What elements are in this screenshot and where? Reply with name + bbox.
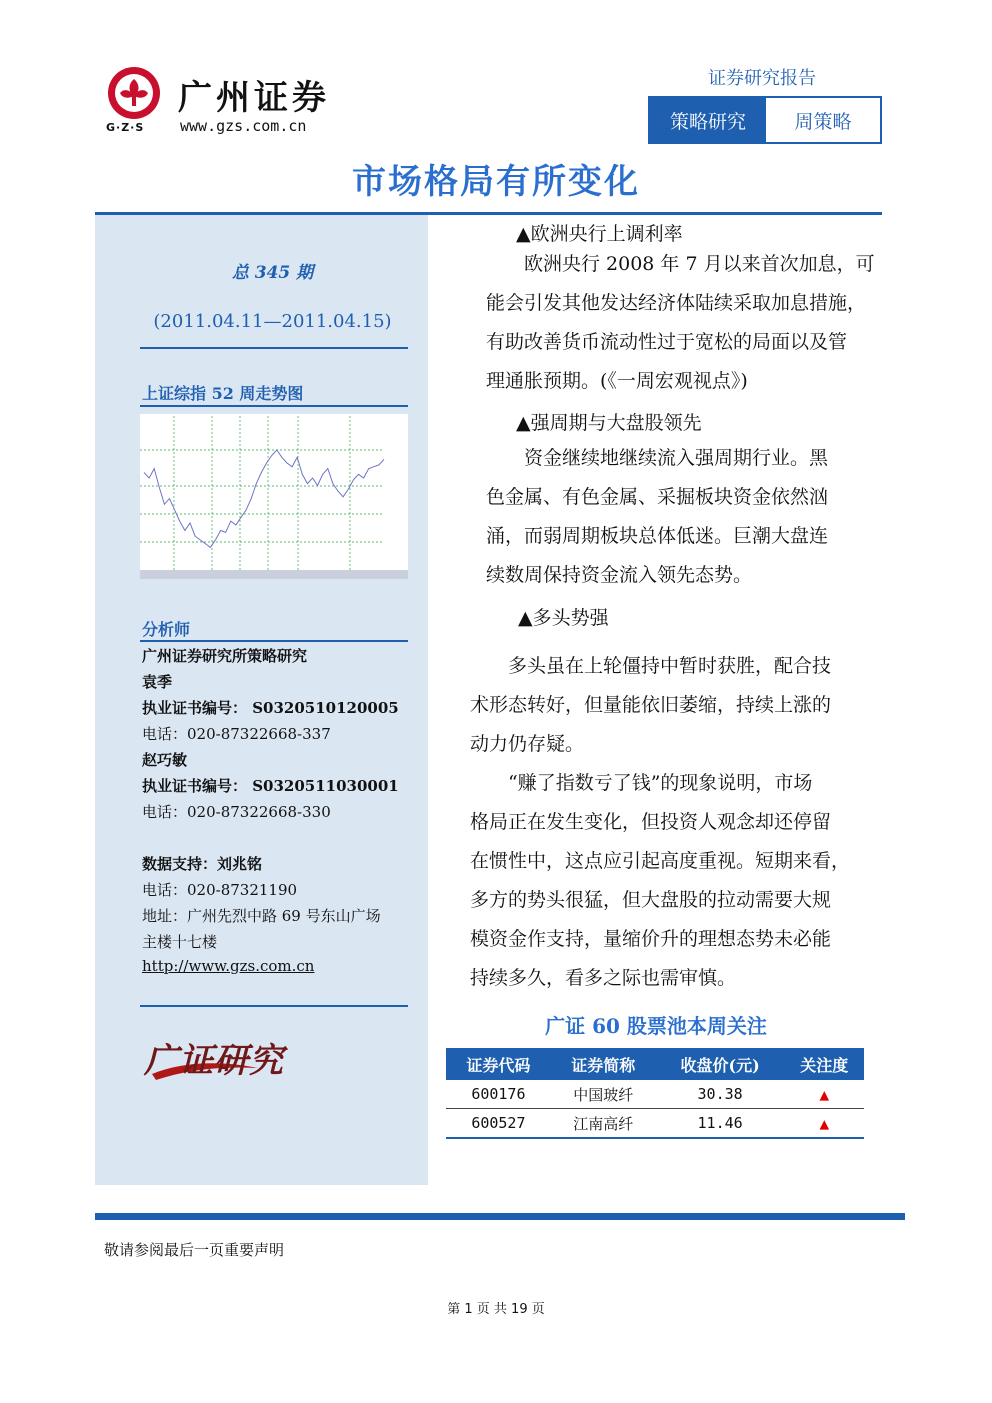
chart-grid bbox=[140, 416, 384, 570]
cell-name: 中国玻纤 bbox=[551, 1080, 656, 1109]
sidebar-divider bbox=[140, 640, 408, 642]
address-line-2: 主楼十七楼 bbox=[142, 933, 218, 951]
col-name: 证券简称 bbox=[551, 1048, 656, 1080]
paragraph-3: 多头虽在上轮僵持中暂时获胜，配合技 术形态转好，但量能依旧萎缩，持续上涨的 动力仍存疑。 bbox=[470, 655, 832, 755]
col-attention: 关注度 bbox=[785, 1048, 864, 1080]
cell-name: 江南高纤 bbox=[551, 1109, 656, 1139]
analyst-cert-2: 执业证书编号： S0320511030001 bbox=[142, 777, 399, 795]
table-row bbox=[446, 1109, 864, 1139]
analyst-phone-2: 电话：020-87322668-330 bbox=[142, 803, 331, 821]
logo-icon bbox=[104, 66, 164, 120]
analyst-phone-1: 电话：020-87322668-337 bbox=[142, 725, 331, 743]
index-chart bbox=[140, 414, 408, 579]
report-tags bbox=[648, 96, 882, 144]
brand-url[interactable]: www.gzs.com.cn bbox=[180, 117, 307, 135]
section-heading-1: ▲欧洲央行上调利率 bbox=[516, 223, 683, 245]
brand-abbr: G·Z·S bbox=[106, 121, 145, 134]
page-title: 市场格局有所变化 bbox=[352, 162, 640, 202]
table-title: 广证 60 股票池本周关注 bbox=[545, 1014, 767, 1038]
attention-up-icon: ▲ bbox=[785, 1080, 864, 1109]
cell-code: 600176 bbox=[446, 1080, 551, 1109]
table-row bbox=[446, 1080, 864, 1109]
chart-series-line bbox=[144, 450, 384, 548]
report-type: 证券研究报告 bbox=[708, 68, 816, 89]
tag-secondary: 周策略 bbox=[794, 110, 852, 133]
brand-name: 广州证券 bbox=[178, 78, 330, 118]
stock-table bbox=[446, 1048, 864, 1139]
analyst-label: 分析师 bbox=[142, 620, 191, 639]
col-code: 证券代码 bbox=[446, 1048, 551, 1080]
cell-price: 30.38 bbox=[656, 1080, 785, 1109]
attention-up-icon: ▲ bbox=[785, 1109, 864, 1139]
analyst-name-1: 袁季 bbox=[142, 673, 173, 691]
sidebar-divider bbox=[140, 405, 408, 407]
chart-label: 上证综指 52 周走势图 bbox=[142, 384, 304, 403]
chart-axis-strip bbox=[140, 570, 408, 579]
section-heading-3: ▲多头势强 bbox=[518, 607, 609, 629]
cell-code: 600527 bbox=[446, 1109, 551, 1139]
tag-primary: 策略研究 bbox=[650, 98, 766, 142]
date-range: (2011.04.11—2011.04.15) bbox=[153, 311, 392, 332]
disclaimer: 敬请参阅最后一页重要声明 bbox=[104, 1241, 285, 1259]
page-number: 第 1 页 共 19 页 bbox=[447, 1302, 545, 1317]
address-line-1: 地址：广州先烈中路 69 号东山广场 bbox=[142, 907, 381, 925]
issue-number: 总 345 期 bbox=[231, 263, 314, 283]
bottom-divider bbox=[95, 1213, 905, 1220]
analyst-name-2: 赵巧敏 bbox=[142, 751, 188, 769]
data-support: 数据支持：刘兆铭 bbox=[142, 855, 263, 873]
sidebar-divider bbox=[140, 1005, 408, 1007]
paragraph-1: 欧洲央行 2008 年 7 月以来首次加息，可 能会引发其他发达经济体陆续采取加息措施， 有助改善货币流动性过于宽松的局面以及管 理通胀预期。(《一周宏观视点》) bbox=[486, 253, 875, 392]
section-heading-2: ▲强周期与大盘股领先 bbox=[516, 412, 702, 434]
sidebar-divider bbox=[140, 347, 408, 349]
table-header-row bbox=[446, 1048, 864, 1080]
paragraph-2: 资金继续地继续流入强周期行业。黑 色金属、有色金属、采掘板块资金依然汹 涌，而弱周期板块总体低迷。巨潮大盘连 续数周保持资金流入领先态势。 bbox=[486, 447, 829, 586]
support-phone: 电话：020-87321190 bbox=[142, 881, 298, 899]
cell-price: 11.46 bbox=[656, 1109, 785, 1139]
analyst-cert-1: 执业证书编号： S0320510120005 bbox=[142, 699, 399, 717]
analyst-dept: 广州证券研究所策略研究 bbox=[142, 647, 308, 665]
website-link[interactable]: http://www.gzs.com.cn bbox=[142, 957, 315, 975]
col-price: 收盘价(元) bbox=[656, 1048, 785, 1080]
signature-logo: 广证研究 bbox=[144, 1041, 284, 1081]
paragraph-4: “赚了指数亏了钱”的现象说明，市场 格局正在发生变化，但投资人观念却还停留 在惯性中，这点应引起高度重视。短期来看， 多方的势头很猛，但大盘股的拉动需要大规 模资金作支持，量缩价升的理想态势未必能 持续多久，看多之际也需审慎。 bbox=[470, 772, 851, 989]
